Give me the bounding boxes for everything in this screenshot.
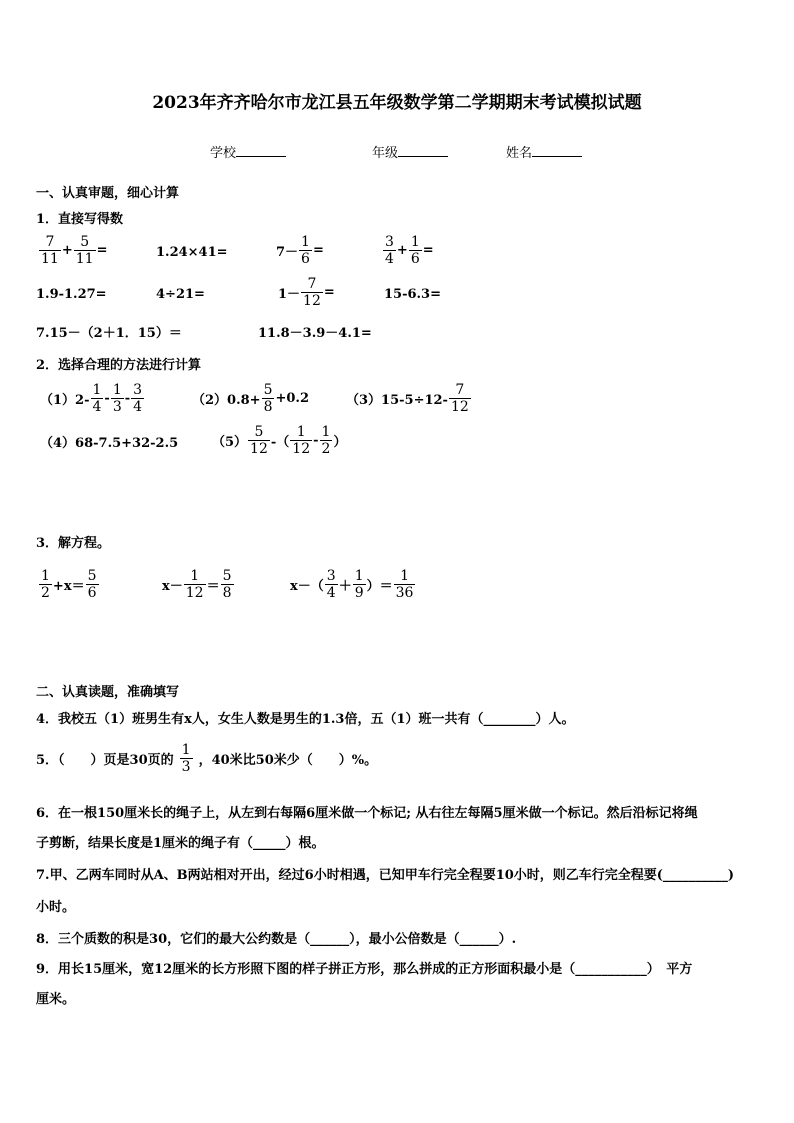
- q2-item-1: （1）2- $\frac{1}{4}$ - $\frac{1}{3}$ - $\frac{3}{4}$: [40, 382, 143, 415]
- fraction: $\frac{5}{12}$: [250, 424, 268, 457]
- fraction: $\frac{5}{11}$: [75, 234, 94, 267]
- name-label: 姓名: [506, 146, 533, 161]
- fraction: $\frac{5}{8}$: [222, 568, 232, 601]
- q1-item-b: 1.24×41=: [156, 245, 228, 260]
- fraction: $\frac{3}{4}$: [385, 234, 394, 267]
- question-5: 5．（ ）页是30页的 $\frac{1}{3}$ ，40米比50米少（ ）%。: [36, 742, 378, 775]
- q1-item-c: 7－ $\frac{1}{6}$ =: [276, 234, 324, 267]
- fraction: $\frac{1}{3}$: [112, 382, 122, 415]
- q2-label: 2．选择合理的方法进行计算: [36, 358, 202, 373]
- school-field: [210, 142, 286, 161]
- q1-item-i: 7.15－（2＋1．15）＝: [36, 326, 182, 341]
- grade-field: [372, 142, 448, 161]
- name-field: [506, 142, 582, 161]
- q1-item-d: $\frac{3}{4}$ + $\frac{1}{6}$ =: [385, 234, 434, 267]
- school-blank[interactable]: [236, 144, 286, 157]
- q3-equation-1: $\frac{1}{2}$ +x＝ $\frac{5}{6}$: [41, 568, 97, 601]
- fraction: $\frac{3}{4}$: [133, 382, 143, 415]
- fraction: $\frac{7}{11}$: [41, 234, 59, 267]
- q1-item-j: 11.8－3.9－4.1=: [258, 326, 372, 341]
- q2-item-3: （3）15-5÷12- $\frac{7}{12}$: [346, 382, 469, 415]
- section-2-heading: 二、认真读题，准确填写: [36, 685, 180, 700]
- section-1-heading: 一、认真审题，细心计算: [36, 186, 180, 201]
- question-7-line-1: 7.甲、乙两车同时从A、B两站相对开出，经过6小时相遇，已知甲车行完全程要10小时，则乙车行完全程要(__________): [36, 868, 735, 883]
- question-7-line-2: 小时。: [36, 900, 76, 915]
- q1-label: 1．直接写得数: [36, 212, 124, 227]
- q1-item-h: 15-6.3=: [384, 287, 441, 302]
- fraction: $\frac{7}{12}$: [303, 276, 321, 309]
- grade-blank[interactable]: [398, 144, 448, 157]
- school-label: 学校: [210, 146, 237, 161]
- fraction: $\frac{1}{4}$: [92, 382, 102, 415]
- question-6-line-2: 子剪断，结果长度是1厘米的绳子有（_____）根。: [36, 836, 325, 851]
- question-9-line-1: 9．用长15厘米，宽12厘米的长方形照下图的样子拼正方形，那么拼成的正方形面积最小是（___________） 平方: [36, 962, 693, 977]
- fraction: $\frac{1}{12}$: [185, 568, 204, 601]
- fraction: $\frac{5}{8}$: [263, 382, 273, 415]
- question-4: 4．我校五（1）班男生有x人，女生人数是男生的1.3倍，五（1）班一共有（________）人。: [36, 712, 575, 727]
- fraction: $\frac{3}{4}$: [326, 568, 336, 601]
- fraction: $\frac{1}{9}$: [354, 568, 364, 601]
- q1-item-f: 4÷21=: [156, 287, 205, 302]
- question-6-line-1: 6．在一根150厘米长的绳子上，从左到右每隔6厘米做一个标记; 从右往左每隔5厘米做一个标记。然后沿标记将绳: [36, 806, 698, 821]
- name-blank[interactable]: [532, 144, 582, 157]
- q1-item-a: $\frac{7}{11}$ + $\frac{5}{11}$ =: [41, 234, 108, 267]
- fraction: $\frac{5}{6}$: [87, 568, 97, 601]
- q2-item-2: （2）0.8+ $\frac{5}{8}$ +0.2: [192, 382, 309, 415]
- fraction: $\frac{1}{6}$: [410, 234, 420, 267]
- q3-equation-3: x－（ $\frac{3}{4}$ ＋ $\frac{1}{9}$ ）＝ $\frac{1}{36}$: [290, 568, 414, 601]
- question-8: 8．三个质数的积是30，它们的最大公约数是（______），最小公倍数是（______）.: [36, 932, 517, 947]
- fraction: $\frac{1}{12}$: [292, 424, 311, 457]
- q2-item-4: （4）68-7.5+32-2.5: [40, 436, 179, 451]
- q1-item-e: 1.9-1.27=: [36, 287, 107, 302]
- fraction: $\frac{1}{2}$: [41, 568, 50, 601]
- fraction: $\frac{1}{2}$: [321, 424, 331, 457]
- question-9-line-2: 厘米。: [36, 992, 76, 1007]
- fraction: $\frac{1}{36}$: [395, 568, 414, 601]
- fraction: $\frac{7}{12}$: [450, 382, 469, 415]
- fraction: $\frac{1}{3}$: [181, 742, 191, 775]
- q2-item-5: （5） $\frac{5}{12}$ -（ $\frac{1}{12}$ - $\frac{1}{2}$ ）: [212, 424, 347, 457]
- q3-equation-2: x－ $\frac{1}{12}$ ＝ $\frac{5}{8}$: [162, 568, 232, 601]
- q1-item-g: 1－ $\frac{7}{12}$ =: [278, 276, 335, 309]
- page-title: 2023年齐齐哈尔市龙江县五年级数学第二学期期末考试模拟试题: [152, 93, 642, 113]
- fraction: $\frac{1}{6}$: [301, 234, 310, 267]
- q3-label: 3．解方程。: [36, 536, 111, 551]
- grade-label: 年级: [372, 146, 399, 161]
